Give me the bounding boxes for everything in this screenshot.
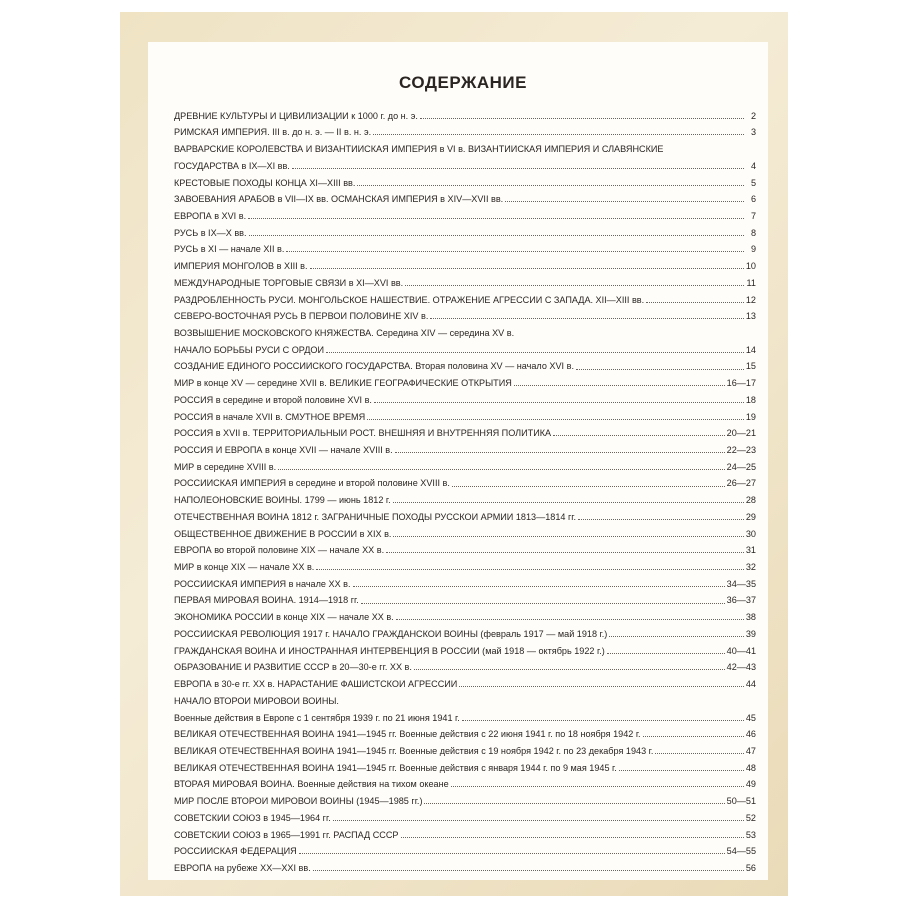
- toc-entry-title: РОССИЙСКАЯ РЕВОЛЮЦИЯ 1917 г. НАЧАЛО ГРАЖДАНСКОЙ ВОЙНЫ (февраль 1917 — май 1918 г.): [174, 629, 608, 639]
- dot-leader: [393, 502, 744, 503]
- toc-entry[interactable]: [174, 572, 756, 589]
- toc-entry[interactable]: [174, 254, 756, 271]
- dot-leader: [643, 736, 744, 737]
- toc-entry-title: РУСЬ в IX—X вв.: [174, 228, 247, 238]
- toc-entry-title: СОВЕТСКИЙ СОЮЗ в 1965—1991 гг. РАСПАД СССР: [174, 830, 399, 840]
- toc-entry[interactable]: [174, 823, 756, 840]
- toc-entry[interactable]: [174, 756, 756, 773]
- toc-entry-title: РОССИЙСКАЯ ИМПЕРИЯ в середине и второй половине XVIII в.: [174, 479, 450, 489]
- dot-leader: [646, 302, 744, 303]
- toc-entry[interactable]: [174, 656, 756, 673]
- toc-entry-page: 12: [745, 294, 756, 305]
- toc-entry-page: 39: [745, 628, 756, 639]
- toc-entry-page: 3: [750, 127, 756, 138]
- dot-leader: [553, 435, 725, 436]
- toc-entry-title: СОЗДАНИЕ ЕДИНОГО РОССИЙСКОГО ГОСУДАРСТВА. Вторая половина XV — начало XVI в.: [174, 362, 574, 372]
- toc-entry-page: 4: [750, 160, 756, 171]
- toc-entry[interactable]: [174, 104, 756, 121]
- toc-entry-title: ЗАВОЕВАНИЯ АРАБОВ в VII—IX вв. ОСМАНСКАЯ ИМПЕРИЯ в XIV—XVII вв.: [174, 195, 504, 205]
- toc-entry-title: НАПОЛЕОНОВСКИЕ ВОЙНЫ. 1799 — июнь 1812 г.: [174, 496, 391, 506]
- dot-leader: [333, 820, 744, 821]
- toc-entry-page: 56: [745, 862, 756, 873]
- dot-leader: [316, 569, 744, 570]
- dot-leader: [357, 185, 744, 186]
- toc-entry-page: 26—27: [726, 478, 756, 489]
- dot-leader: [505, 201, 744, 202]
- toc-entry[interactable]: [174, 606, 756, 623]
- dot-leader: [299, 853, 725, 854]
- toc-entry-title: СЕВЕРО-ВОСТОЧНАЯ РУСЬ В ПЕРВОЙ ПОЛОВИНЕ XIV в.: [174, 312, 429, 322]
- toc-entry[interactable]: [174, 204, 756, 221]
- toc-entry-title: РОССИЙСКАЯ ИМПЕРИЯ в начале XX в.: [174, 579, 351, 589]
- toc-entry-title: ЕВРОПА во второй половине XIX — начале XX в.: [174, 546, 385, 556]
- toc-entry-page: 6: [750, 194, 756, 205]
- toc-entry-title: МИР в середине XVIII в.: [174, 462, 277, 472]
- dot-leader: [401, 837, 744, 838]
- toc-entry-title: РОССИЯ И ЕВРОПА в конце XVII — начале XVIII в.: [174, 446, 393, 455]
- toc-entry-title: Военные действия в Европе с 1 сентября 1939 г. по 21 июня 1941 г.: [174, 713, 460, 723]
- toc-entry[interactable]: [174, 739, 756, 756]
- dot-leader: [414, 669, 725, 670]
- toc-entry-page: 47: [745, 745, 756, 756]
- toc-entry-title: МИР в конце XIX — начале XX в.: [174, 563, 315, 573]
- toc-entry-page: 46: [745, 729, 756, 740]
- toc-entry-title: РОССИЙСКАЯ ФЕДЕРАЦИЯ: [174, 847, 297, 857]
- toc-entry-title: ЭКОНОМИКА РОССИИ в конце XIX — начале XX в.: [174, 613, 394, 623]
- toc-entry-page: 22—23: [726, 445, 756, 455]
- dot-leader: [609, 636, 744, 637]
- toc-entry-page: 54—55: [726, 846, 756, 857]
- toc-entry-title: ЕВРОПА в 30-е гг. XX в. НАРАСТАНИЕ ФАШИСТСКОЙ АГРЕССИИ: [174, 680, 458, 690]
- toc-entry[interactable]: [174, 405, 756, 422]
- dot-leader: [353, 586, 725, 587]
- toc-entry-page: 45: [745, 712, 756, 723]
- toc-entry-title: ВЕЛИКАЯ ОТЕЧЕСТВЕННАЯ ВОЙНА 1941—1945 гг. Военные действия с января 1944 г. по 9 мая 1945 г.: [174, 763, 617, 773]
- toc-entry[interactable]: [174, 806, 756, 823]
- toc-entry-title: РОССИЯ в XVII в. ТЕРРИТОРИАЛЬНЫЙ РОСТ. ВНЕШНЯЯ И ВНУТРЕННЯЯ ПОЛИТИКА: [174, 429, 552, 439]
- toc-entry-page: 30: [745, 528, 756, 539]
- toc-entry-page: 20—21: [726, 428, 756, 439]
- toc-entry-title: ЕВРОПА на рубеже XX—XXI вв.: [174, 863, 311, 873]
- dot-leader: [386, 552, 744, 553]
- dot-leader: [395, 452, 725, 453]
- toc-entry[interactable]: [174, 154, 756, 171]
- toc-entry[interactable]: [174, 388, 756, 405]
- dot-leader: [310, 268, 744, 269]
- toc-entry-title: ОБЩЕСТВЕННОЕ ДВИЖЕНИЕ В РОССИИ в XIX в.: [174, 529, 392, 539]
- toc-entry[interactable]: [174, 706, 756, 723]
- dot-leader: [576, 369, 744, 370]
- toc-entry-page: 40—41: [726, 645, 756, 656]
- toc-entry[interactable]: [174, 639, 756, 656]
- dot-leader: [374, 402, 744, 403]
- toc-entry[interactable]: [174, 338, 756, 355]
- dot-leader: [452, 486, 725, 487]
- toc-entry-page: 9: [750, 244, 756, 255]
- dot-leader: [655, 753, 743, 754]
- toc-entry[interactable]: [174, 489, 756, 506]
- toc-entry-title: ВЕЛИКАЯ ОТЕЧЕСТВЕННАЯ ВОЙНА 1941—1945 гг. Военные действия с 19 ноября 1942 г. по 23 декабря 1943 г.: [174, 746, 654, 756]
- toc-entry-title: РОССИЯ в начале XVII в. СМУТНОЕ ВРЕМЯ: [174, 412, 366, 422]
- toc-entry[interactable]: [174, 121, 756, 138]
- toc-entry-page: 10: [745, 261, 756, 272]
- dot-leader: [420, 118, 744, 119]
- dot-leader: [326, 352, 744, 353]
- toc-entry[interactable]: [174, 305, 756, 322]
- dot-leader: [619, 770, 744, 771]
- dot-leader: [405, 285, 744, 286]
- dot-leader: [278, 469, 725, 470]
- toc-entry[interactable]: [174, 355, 756, 372]
- dot-leader: [373, 134, 744, 135]
- toc-entry-page: 36—37: [726, 595, 756, 606]
- toc-entry-page: 2: [750, 110, 756, 121]
- toc-entry-title: НАЧАЛО БОРЬБЫ РУСИ С ОРДОЙ: [174, 345, 324, 355]
- dot-leader: [248, 218, 744, 219]
- toc-entry-page: 14: [745, 344, 756, 355]
- toc-entry-page: 18: [745, 394, 756, 405]
- dot-leader: [514, 385, 725, 386]
- toc-entry-title: ГОСУДАРСТВА в IX—XI вв.: [174, 161, 290, 171]
- toc-entry-title: РУСЬ в XI — начале XII в.: [174, 245, 285, 255]
- toc-entry-page: 48: [745, 762, 756, 773]
- dot-leader: [286, 251, 744, 252]
- page-title: СОДЕРЖАНИЕ: [399, 73, 527, 92]
- toc-entry-page: 53: [745, 829, 756, 840]
- toc-entry[interactable]: [174, 555, 756, 572]
- toc-entry[interactable]: [174, 539, 756, 556]
- toc-entry[interactable]: [174, 422, 756, 439]
- toc-entry-page: 50—51: [726, 796, 756, 807]
- toc-entry-page: 52: [745, 812, 756, 823]
- toc-entry[interactable]: [174, 238, 756, 255]
- toc-entry-title: ВАРВАРСКИЕ КОРОЛЕВСТВА И ВИЗАНТИЙСКАЯ ИМПЕРИЯ в VI в. ВИЗАНТИЙСКАЯ ИМПЕРИЯ И СЛАВЯНСКИЕ: [174, 145, 664, 155]
- toc-entry-page: 16—17: [726, 378, 756, 389]
- toc-entry[interactable]: [174, 672, 756, 689]
- dot-leader: [396, 619, 744, 620]
- dot-leader: [430, 318, 744, 319]
- toc-entry[interactable]: [174, 522, 756, 539]
- toc-entry-page: 5: [750, 177, 756, 188]
- toc-entry[interactable]: [174, 271, 756, 288]
- dot-leader: [424, 803, 724, 804]
- toc-entry-title: ГРАЖДАНСКАЯ ВОЙНА И ИНОСТРАННАЯ ИНТЕРВЕНЦИЯ В РОССИИ (май 1918 — октябрь 1922 г.): [174, 646, 605, 656]
- toc-entry-page: 28: [745, 495, 756, 506]
- dot-leader: [462, 720, 744, 721]
- toc-entry-page: 31: [745, 545, 756, 556]
- toc-entry[interactable]: [174, 137, 756, 154]
- dot-leader: [249, 235, 744, 236]
- toc-entry-page: 15: [745, 361, 756, 372]
- toc-entry-title: ДРЕВНИЕ КУЛЬТУРЫ И ЦИВИЛИЗАЦИИ к 1000 г. до н. э.: [174, 111, 418, 121]
- toc-entry[interactable]: [174, 840, 756, 857]
- toc-entry-title: МЕЖДУНАРОДНЫЕ ТОРГОВЫЕ СВЯЗИ в XI—XVI вв.: [174, 278, 404, 288]
- toc-entry-title: РАЗДРОБЛЕННОСТЬ РУСИ. МОНГОЛЬСКОЕ НАШЕСТВИЕ. ОТРАЖЕНИЕ АГРЕССИИ С ЗАПАДА. XII—XIII вв.: [174, 295, 645, 305]
- toc-entry[interactable]: [174, 773, 756, 790]
- toc-entry[interactable]: [174, 438, 756, 455]
- toc-entry-page: 29: [745, 511, 756, 522]
- toc-entry-page: 11: [746, 277, 756, 288]
- dot-leader: [361, 603, 725, 604]
- toc-entry-title: КРЕСТОВЫЕ ПОХОДЫ КОНЦА XI—XIII вв.: [174, 178, 356, 188]
- toc-entry-page: 7: [750, 210, 756, 221]
- toc-entry-page: 19: [745, 411, 756, 422]
- toc-entry-page: 24—25: [726, 461, 756, 472]
- toc-entry-title: ИМПЕРИЯ МОНГОЛОВ в XIII в.: [174, 262, 308, 272]
- toc-entry-title: СОВЕТСКИЙ СОЮЗ в 1945—1964 гг.: [174, 813, 331, 823]
- toc-entry[interactable]: [174, 221, 756, 238]
- toc-entry-page: 42—43: [726, 662, 756, 673]
- toc-entry-page: 44: [745, 679, 756, 690]
- toc-entry-title: НАЧАЛО ВТОРОЙ МИРОВОЙ ВОЙНЫ.: [174, 696, 339, 706]
- toc-entry-title: РОССИЯ в середине и второй половине XVI в.: [174, 395, 372, 405]
- toc-entry[interactable]: [174, 321, 756, 338]
- toc-entry-title: ОБРАЗОВАНИЕ И РАЗВИТИЕ СССР в 20—30-е гг. XX в.: [174, 663, 412, 673]
- dot-leader: [393, 536, 743, 537]
- toc-entry[interactable]: [174, 622, 756, 639]
- toc-entry-page: 8: [750, 227, 756, 238]
- toc-entry-title: ОТЕЧЕСТВЕННАЯ ВОЙНА 1812 г. ЗАГРАНИЧНЫЕ ПОХОДЫ РУССКОЙ АРМИИ 1813—1814 гг.: [174, 512, 577, 522]
- toc-entry-page: 34—35: [726, 578, 756, 589]
- dot-leader: [459, 686, 744, 687]
- toc-entry[interactable]: [174, 789, 756, 806]
- toc-entry-title: ВЕЛИКАЯ ОТЕЧЕСТВЕННАЯ ВОЙНА 1941—1945 гг. Военные действия с 22 июня 1941 г. по 18 ноября 1942 г.: [174, 730, 641, 740]
- toc-entry[interactable]: [174, 689, 756, 706]
- toc-entry[interactable]: [174, 856, 756, 873]
- toc-entry-title: МИР ПОСЛЕ ВТОРОЙ МИРОВОЙ ВОЙНЫ (1945—1985 гг.): [174, 797, 423, 807]
- toc-entry-page: 32: [745, 562, 756, 573]
- toc-entry[interactable]: [174, 505, 756, 522]
- toc-entry-title: ЕВРОПА в XVI в.: [174, 211, 247, 221]
- toc-entry[interactable]: [174, 188, 756, 205]
- dot-leader: [451, 786, 744, 787]
- dot-leader: [313, 870, 744, 871]
- toc-entry[interactable]: [174, 288, 756, 305]
- toc-entry-title: МИР в конце XV — середине XVII в. ВЕЛИКИЕ ГЕОГРАФИЧЕСКИЕ ОТКРЫТИЯ: [174, 379, 512, 389]
- toc-entry[interactable]: [174, 723, 756, 740]
- toc-entry-title: ПЕРВАЯ МИРОВАЯ ВОЙНА. 1914—1918 гг.: [174, 596, 359, 606]
- toc-list: [174, 104, 756, 873]
- toc-entry-title: ВТОРАЯ МИРОВАЯ ВОЙНА. Военные действия на тихом океане: [174, 780, 449, 790]
- dot-leader: [367, 419, 744, 420]
- dot-leader: [578, 519, 744, 520]
- toc-entry[interactable]: [174, 372, 756, 389]
- dot-leader: [292, 168, 744, 169]
- toc-entry[interactable]: [174, 455, 756, 472]
- toc-entry[interactable]: [174, 472, 756, 489]
- toc-entry-title: РИМСКАЯ ИМПЕРИЯ. III в. до н. э. — II в. н. э.: [174, 128, 372, 138]
- toc-entry-page: 38: [745, 612, 756, 623]
- toc-entry[interactable]: [174, 589, 756, 606]
- toc-entry-title: ВОЗВЫШЕНИЕ МОСКОВСКОГО КНЯЖЕСТВА. Середина XIV — середина XV в.: [174, 328, 515, 338]
- toc-entry-page: 49: [745, 779, 756, 790]
- toc-entry[interactable]: [174, 171, 756, 188]
- dot-leader: [607, 653, 725, 654]
- toc-entry-page: 13: [745, 311, 756, 322]
